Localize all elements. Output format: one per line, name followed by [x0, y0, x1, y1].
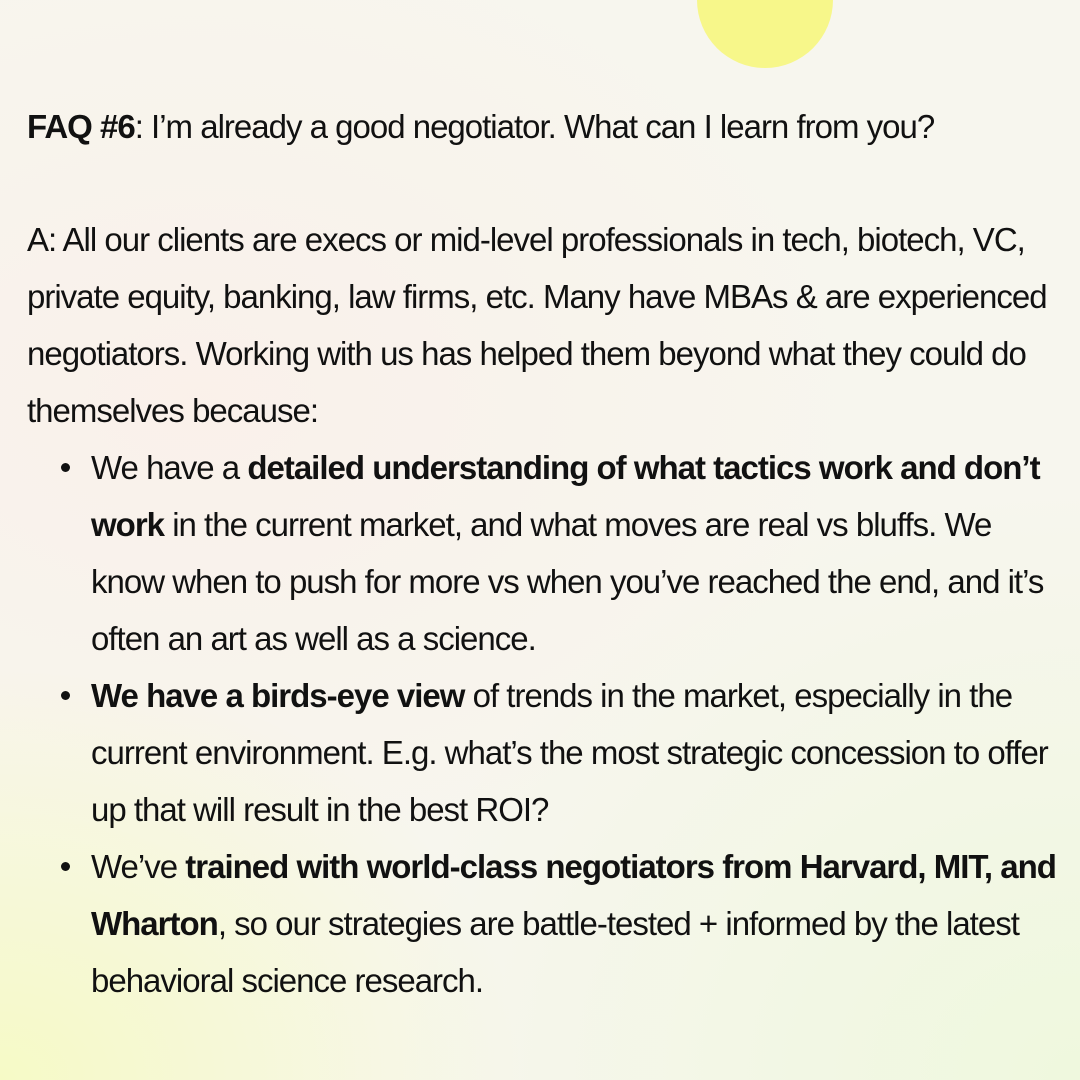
faq-question-text: : I’m already a good negotiator. What can I learn from you? [134, 108, 935, 145]
decorative-yellow-circle [697, 0, 833, 68]
faq-number: FAQ #6 [27, 108, 135, 145]
faq-card [27, 98, 1067, 1009]
bullet-highlight: We have a birds-eye view [91, 677, 465, 714]
bullet-icon [61, 691, 70, 700]
bullet-suffix: of trends in the market, especially in the current environment. E.g. what’s the most strategic concession to offer up that will result in the best ROI? [91, 677, 1048, 828]
bullet-icon [61, 862, 70, 871]
bullet-prefix: We’ve [91, 848, 186, 885]
answer-intro: A: All our clients are execs or mid-level professionals in tech, biotech, VC, private equity, banking, law firms, etc. Many have MBAs & are experienced negotiators. Working with us has helped them beyond what they could do themselves because: [27, 221, 1047, 429]
bullet-suffix: , so our strategies are battle-tested + informed by the latest behavioral science research. [91, 905, 1019, 999]
bullet-highlight: trained with world-class negotiators from Harvard, MIT, and Wharton [91, 848, 1056, 942]
faq-question [27, 98, 1067, 155]
bullet-prefix: We have a [91, 449, 248, 486]
bullet-item-birds-eye-view [91, 667, 1067, 838]
bullet-item-training [91, 838, 1067, 1009]
bullet-item-tactics [91, 439, 1067, 667]
answer-bullet-list [27, 439, 1067, 1009]
bullet-icon [61, 463, 70, 472]
bullet-suffix: in the current market, and what moves are real vs bluffs. We know when to push for more vs when you’ve reached the end, and it’s often an art as well as a science. [91, 506, 1044, 657]
bullet-highlight: detailed understanding of what tactics work and don’t work [91, 449, 1040, 543]
